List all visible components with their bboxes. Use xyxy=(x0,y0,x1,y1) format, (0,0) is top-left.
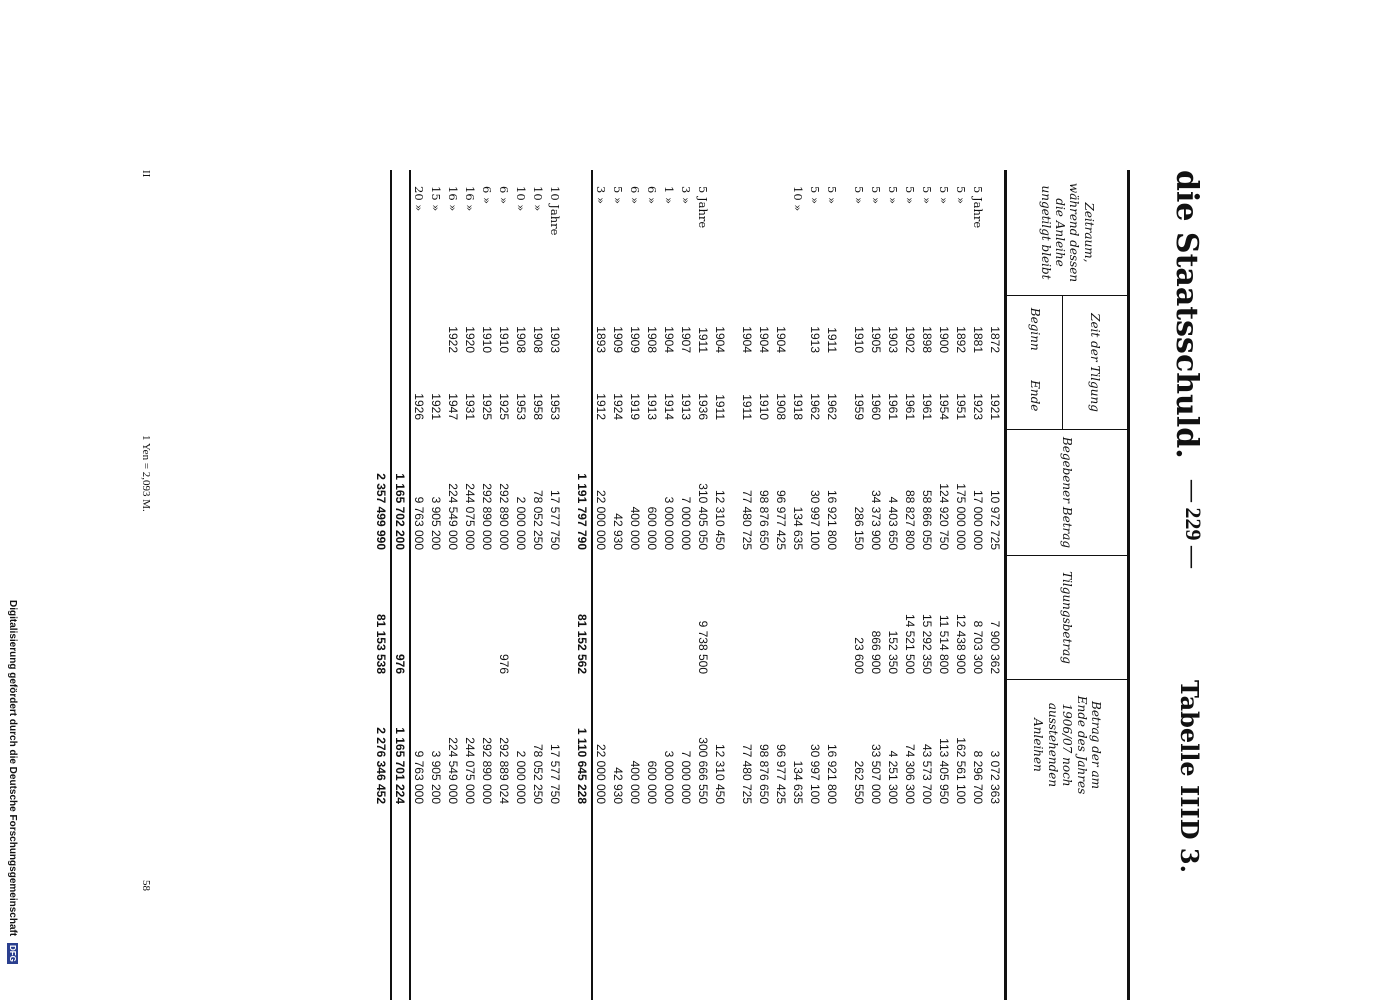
table-row xyxy=(851,170,868,1000)
cell-zeitraum: 16 » xyxy=(463,186,478,212)
table-row xyxy=(678,170,695,1000)
cell-ende: 1925 xyxy=(480,393,495,420)
cell-tilgungsbetrag: 152 350 xyxy=(886,630,901,674)
cell-begebener-betrag: 600 000 xyxy=(645,506,660,550)
table-row xyxy=(902,170,919,1000)
cell-tilgungsbetrag: 8 703 300 xyxy=(971,620,986,674)
cell-zeitraum: 6 » xyxy=(497,186,512,205)
cell-betrag-ende: 3 072 363 xyxy=(988,750,1003,804)
cell-begebener-betrag: 9 763 000 xyxy=(412,496,427,550)
cell-zeitraum: 5 » xyxy=(954,186,969,205)
cell-betrag-ende: 262 550 xyxy=(852,760,867,804)
cell-begebener-betrag: 3 000 000 xyxy=(662,496,677,550)
credit-text: Digitalisierung gefördert durch die Deutsche Forschungsgemeinschaft xyxy=(7,600,18,937)
col-begebener-betrag: Begebener Betrag xyxy=(1007,430,1127,556)
cell-zeitraum: 6 » xyxy=(628,186,643,205)
cell-beginn: 1908 xyxy=(514,326,529,353)
table-row xyxy=(919,170,936,1000)
footer-note: 1 Yen = 2,093 M. xyxy=(140,435,152,512)
cell-betrag-ende: 2 276 346 452 xyxy=(374,727,389,804)
cell-zeitraum: 15 » xyxy=(429,186,444,212)
cell-begebener-betrag: 400 000 xyxy=(628,506,643,550)
cell-tilgungsbetrag: 866 900 xyxy=(869,630,884,674)
cell-ende: 1923 xyxy=(971,393,986,420)
page-title: die Staatsschuld. xyxy=(1169,170,1204,459)
row-spacer xyxy=(729,170,739,1000)
cell-betrag-ende: 600 000 xyxy=(645,760,660,804)
cell-tilgungsbetrag: 11 514 800 xyxy=(937,614,952,674)
cell-betrag-ende: 1 110 645 228 xyxy=(575,727,590,804)
table-row xyxy=(593,170,610,1000)
cell-betrag-ende: 16 921 800 xyxy=(825,743,840,804)
cell-betrag-ende: 134 635 xyxy=(791,760,806,804)
cell-betrag-ende: 113 405 950 xyxy=(937,738,952,804)
cell-beginn: 1908 xyxy=(645,326,660,353)
cell-ende: 1908 xyxy=(774,393,789,420)
table-sum-row xyxy=(373,170,392,1000)
cell-betrag-ende: 43 573 700 xyxy=(920,743,935,804)
cell-beginn: 1922 xyxy=(446,326,461,353)
col-betrag-ende: Betrag der am Ende des Jahres 1906/07 noch ausstehenden Anleihen xyxy=(1031,695,1103,795)
cell-zeitraum: 5 » xyxy=(886,186,901,205)
table-row xyxy=(868,170,885,1000)
dfg-logo: DFG xyxy=(8,944,17,962)
cell-betrag-ende: 4 251 300 xyxy=(886,750,901,804)
cell-begebener-betrag: 134 635 xyxy=(791,506,806,550)
cell-tilgungsbetrag: 81 153 538 xyxy=(374,613,389,674)
cell-ende: 1921 xyxy=(988,393,1003,420)
cell-beginn: 1902 xyxy=(903,326,918,353)
cell-ende: 1947 xyxy=(446,393,461,420)
table-row xyxy=(513,170,530,1000)
table-row xyxy=(987,170,1004,1000)
table-row xyxy=(411,170,428,1000)
cell-beginn: 1881 xyxy=(971,326,986,353)
page-number: — 229 — xyxy=(1181,480,1206,568)
cell-tilgungsbetrag: 23 600 xyxy=(852,637,867,674)
cell-betrag-ende: 9 763 000 xyxy=(412,750,427,804)
cell-betrag-ende: 33 507 000 xyxy=(869,743,884,804)
cell-beginn: 1909 xyxy=(611,326,626,353)
cell-beginn: 1910 xyxy=(497,326,512,353)
cell-ende: 1914 xyxy=(662,393,677,420)
cell-begebener-betrag: 2 000 000 xyxy=(514,496,529,550)
cell-begebener-betrag: 17 000 000 xyxy=(971,489,986,550)
cell-begebener-betrag: 30 997 100 xyxy=(808,489,823,550)
cell-beginn: 1907 xyxy=(679,326,694,353)
table-row xyxy=(824,170,841,1000)
cell-zeitraum: 6 » xyxy=(645,186,660,205)
cell-begebener-betrag: 175 000 000 xyxy=(954,483,969,550)
table-row xyxy=(790,170,807,1000)
cell-betrag-ende: 3 905 200 xyxy=(429,750,444,804)
cell-begebener-betrag: 58 866 050 xyxy=(920,489,935,550)
cell-beginn: 1905 xyxy=(869,326,884,353)
cell-zeitraum: 5 Jahre xyxy=(971,186,986,229)
cell-ende: 1954 xyxy=(937,393,952,420)
table-row xyxy=(462,170,479,1000)
cell-betrag-ende: 300 666 550 xyxy=(696,737,711,804)
table-row xyxy=(936,170,953,1000)
cell-begebener-betrag: 292 890 000 xyxy=(480,483,495,550)
table-row xyxy=(530,170,547,1000)
cell-betrag-ende: 78 052 250 xyxy=(531,743,546,804)
cell-betrag-ende: 98 876 650 xyxy=(757,743,772,804)
cell-begebener-betrag: 78 052 250 xyxy=(531,489,546,550)
cell-betrag-ende: 74 306 300 xyxy=(903,743,918,804)
cell-betrag-ende: 162 561 100 xyxy=(954,737,969,804)
table-row xyxy=(610,170,627,1000)
cell-ende: 1910 xyxy=(757,393,772,420)
cell-zeitraum: 5 » xyxy=(920,186,935,205)
cell-beginn: 1903 xyxy=(886,326,901,353)
cell-zeitraum: 10 Jahre xyxy=(548,186,563,236)
table-row xyxy=(661,170,678,1000)
cell-begebener-betrag: 2 357 499 990 xyxy=(374,473,389,550)
table-sum-row xyxy=(574,170,593,1000)
cell-begebener-betrag: 16 921 800 xyxy=(825,489,840,550)
cell-begebener-betrag: 22 000 000 xyxy=(594,489,609,550)
cell-ende: 1921 xyxy=(429,393,444,420)
cell-ende: 1953 xyxy=(548,393,563,420)
table-row xyxy=(644,170,661,1000)
cell-zeitraum: 5 » xyxy=(869,186,884,205)
cell-beginn: 1909 xyxy=(628,326,643,353)
cell-tilgungsbetrag: 14 521 500 xyxy=(903,613,918,674)
cell-begebener-betrag: 3 905 200 xyxy=(429,496,444,550)
cell-begebener-betrag: 17 577 750 xyxy=(548,489,563,550)
cell-betrag-ende: 96 977 425 xyxy=(774,743,789,804)
cell-betrag-ende: 292 890 000 xyxy=(480,737,495,804)
cell-tilgungsbetrag: 7 900 362 xyxy=(988,620,1003,674)
cell-betrag-ende: 2 000 000 xyxy=(514,750,529,804)
cell-ende: 1961 xyxy=(920,393,935,420)
cell-betrag-ende: 30 997 100 xyxy=(808,743,823,804)
table-row xyxy=(739,170,756,1000)
digitization-credit xyxy=(2,600,18,1000)
col-ende: Ende xyxy=(1027,380,1042,412)
cell-ende: 1925 xyxy=(497,393,512,420)
table-row xyxy=(496,170,513,1000)
cell-betrag-ende: 17 577 750 xyxy=(548,743,563,804)
cell-beginn: 1893 xyxy=(594,326,609,353)
cell-ende: 1936 xyxy=(696,393,711,420)
cell-ende: 1926 xyxy=(412,393,427,420)
cell-zeitraum: 5 » xyxy=(903,186,918,205)
cell-ende: 1913 xyxy=(645,393,660,420)
cell-beginn: 1904 xyxy=(713,326,728,353)
cell-begebener-betrag: 88 827 800 xyxy=(903,489,918,550)
cell-betrag-ende: 77 480 725 xyxy=(740,743,755,804)
col-zeit-der-tilgung-label: Zeit der Tilgung xyxy=(1062,296,1127,429)
cell-ende: 1931 xyxy=(463,393,478,420)
cell-beginn: 1898 xyxy=(920,326,935,353)
cell-tilgungsbetrag: 12 438 900 xyxy=(954,613,969,674)
cell-begebener-betrag: 7 000 000 xyxy=(679,496,694,550)
cell-tilgungsbetrag: 81 152 562 xyxy=(575,613,590,674)
cell-begebener-betrag: 98 876 650 xyxy=(757,489,772,550)
cell-ende: 1953 xyxy=(514,393,529,420)
cell-betrag-ende: 7 000 000 xyxy=(679,750,694,804)
cell-betrag-ende: 22 000 000 xyxy=(594,743,609,804)
cell-ende: 1911 xyxy=(740,394,755,420)
table-row xyxy=(428,170,445,1000)
table-row xyxy=(756,170,773,1000)
cell-zeitraum: 1 » xyxy=(662,186,677,205)
cell-ende: 1959 xyxy=(852,393,867,420)
col-beginn: Beginn xyxy=(1027,307,1042,351)
cell-zeitraum: 10 » xyxy=(531,186,546,212)
cell-betrag-ende: 1 165 701 224 xyxy=(393,727,408,804)
cell-betrag-ende: 292 889 024 xyxy=(497,737,512,804)
table-row xyxy=(970,170,987,1000)
cell-betrag-ende: 3 000 000 xyxy=(662,750,677,804)
cell-begebener-betrag: 4 403 650 xyxy=(886,496,901,550)
cell-zeitraum: 5 Jahre xyxy=(696,186,711,229)
cell-beginn: 1900 xyxy=(937,326,952,353)
table-row xyxy=(547,170,564,1000)
cell-ende: 1958 xyxy=(531,393,546,420)
cell-betrag-ende: 42 930 xyxy=(611,767,626,804)
cell-zeitraum: 16 » xyxy=(446,186,461,212)
page-header xyxy=(1130,0,1240,1000)
cell-begebener-betrag: 42 930 xyxy=(611,513,626,550)
row-spacer xyxy=(841,170,851,1000)
cell-betrag-ende: 244 075 000 xyxy=(463,737,478,804)
cell-betrag-ende: 400 000 xyxy=(628,760,643,804)
cell-ende: 1962 xyxy=(825,393,840,420)
cell-begebener-betrag: 1 191 797 790 xyxy=(575,473,590,550)
cell-ende: 1951 xyxy=(954,393,969,420)
cell-zeitraum: 10 » xyxy=(514,186,529,212)
cell-begebener-betrag: 96 977 425 xyxy=(774,489,789,550)
cell-betrag-ende: 12 310 450 xyxy=(713,743,728,804)
cell-beginn: 1920 xyxy=(463,326,478,353)
cell-ende: 1919 xyxy=(628,393,643,420)
row-spacer xyxy=(564,170,574,1000)
table-reference: Tabelle IIID 3. xyxy=(1175,680,1204,873)
cell-ende: 1924 xyxy=(611,393,626,420)
cell-beginn: 1910 xyxy=(852,326,867,353)
table-row xyxy=(953,170,970,1000)
cell-ende: 1960 xyxy=(869,393,884,420)
cell-begebener-betrag: 224 549 000 xyxy=(446,483,461,550)
cell-begebener-betrag: 286 150 xyxy=(852,506,867,550)
cell-beginn: 1908 xyxy=(531,326,546,353)
table-row xyxy=(627,170,644,1000)
cell-ende: 1913 xyxy=(679,393,694,420)
cell-beginn: 1910 xyxy=(480,326,495,353)
cell-tilgungsbetrag: 976 xyxy=(393,653,408,674)
cell-zeitraum: 10 » xyxy=(791,186,806,212)
cell-beginn: 1911 xyxy=(825,327,840,353)
table-row xyxy=(445,170,462,1000)
table-row xyxy=(885,170,902,1000)
scanned-page xyxy=(100,0,1240,1000)
table-row xyxy=(773,170,790,1000)
footer-right: 58 xyxy=(140,880,152,891)
cell-beginn: 1913 xyxy=(808,326,823,353)
table-row xyxy=(712,170,729,1000)
table-body xyxy=(373,170,1004,1000)
cell-begebener-betrag: 1 165 702 200 xyxy=(393,473,408,550)
cell-ende: 1918 xyxy=(791,393,806,420)
col-tilgungsbetrag: Tilgungsbetrag xyxy=(1007,556,1127,680)
debt-table xyxy=(373,170,1130,1000)
cell-ende: 1961 xyxy=(886,393,901,420)
cell-beginn: 1911 xyxy=(696,327,711,353)
cell-tilgungsbetrag: 9 738 500 xyxy=(696,620,711,674)
cell-zeitraum: 5 » xyxy=(852,186,867,205)
cell-ende: 1912 xyxy=(594,393,609,420)
cell-begebener-betrag: 292 890 000 xyxy=(497,483,512,550)
table-header xyxy=(1004,170,1130,1000)
rotated-page-content xyxy=(100,0,1240,1000)
cell-begebener-betrag: 244 075 000 xyxy=(463,483,478,550)
cell-beginn: 1903 xyxy=(548,326,563,353)
cell-zeitraum: 5 » xyxy=(825,186,840,205)
cell-tilgungsbetrag: 976 xyxy=(497,653,512,674)
cell-tilgungsbetrag: 15 292 350 xyxy=(920,613,935,674)
cell-zeitraum: 5 » xyxy=(937,186,952,205)
cell-beginn: 1904 xyxy=(774,326,789,353)
cell-begebener-betrag: 12 310 450 xyxy=(713,489,728,550)
cell-beginn: 1892 xyxy=(954,326,969,353)
cell-ende: 1911 xyxy=(713,394,728,420)
footer-left: II xyxy=(140,170,152,178)
cell-begebener-betrag: 310 405 050 xyxy=(696,483,711,550)
cell-ende: 1961 xyxy=(903,393,918,420)
cell-betrag-ende: 224 549 000 xyxy=(446,737,461,804)
cell-begebener-betrag: 10 972 725 xyxy=(988,489,1003,550)
cell-beginn: 1904 xyxy=(757,326,772,353)
cell-zeitraum: 5 » xyxy=(808,186,823,205)
cell-begebener-betrag: 124 920 750 xyxy=(937,483,952,550)
cell-betrag-ende: 8 296 700 xyxy=(971,750,986,804)
cell-begebener-betrag: 34 373 900 xyxy=(869,489,884,550)
cell-begebener-betrag: 77 480 725 xyxy=(740,489,755,550)
table-row xyxy=(695,170,712,1000)
cell-beginn: 1872 xyxy=(988,326,1003,353)
col-zeit-der-tilgung xyxy=(1007,296,1127,430)
cell-zeitraum: 20 » xyxy=(412,186,427,212)
table-sum-row xyxy=(392,170,411,1000)
col-zeitraum: Zeitraum, während dessen die Anleihe ungetilgt bleibt xyxy=(1007,170,1127,296)
cell-zeitraum: 3 » xyxy=(679,186,694,205)
cell-zeitraum: 5 » xyxy=(611,186,626,205)
table-row xyxy=(479,170,496,1000)
cell-ende: 1962 xyxy=(808,393,823,420)
cell-beginn: 1904 xyxy=(662,326,677,353)
cell-zeitraum: 3 » xyxy=(594,186,609,205)
table-row xyxy=(807,170,824,1000)
cell-beginn: 1904 xyxy=(740,326,755,353)
cell-zeitraum: 6 » xyxy=(480,186,495,205)
